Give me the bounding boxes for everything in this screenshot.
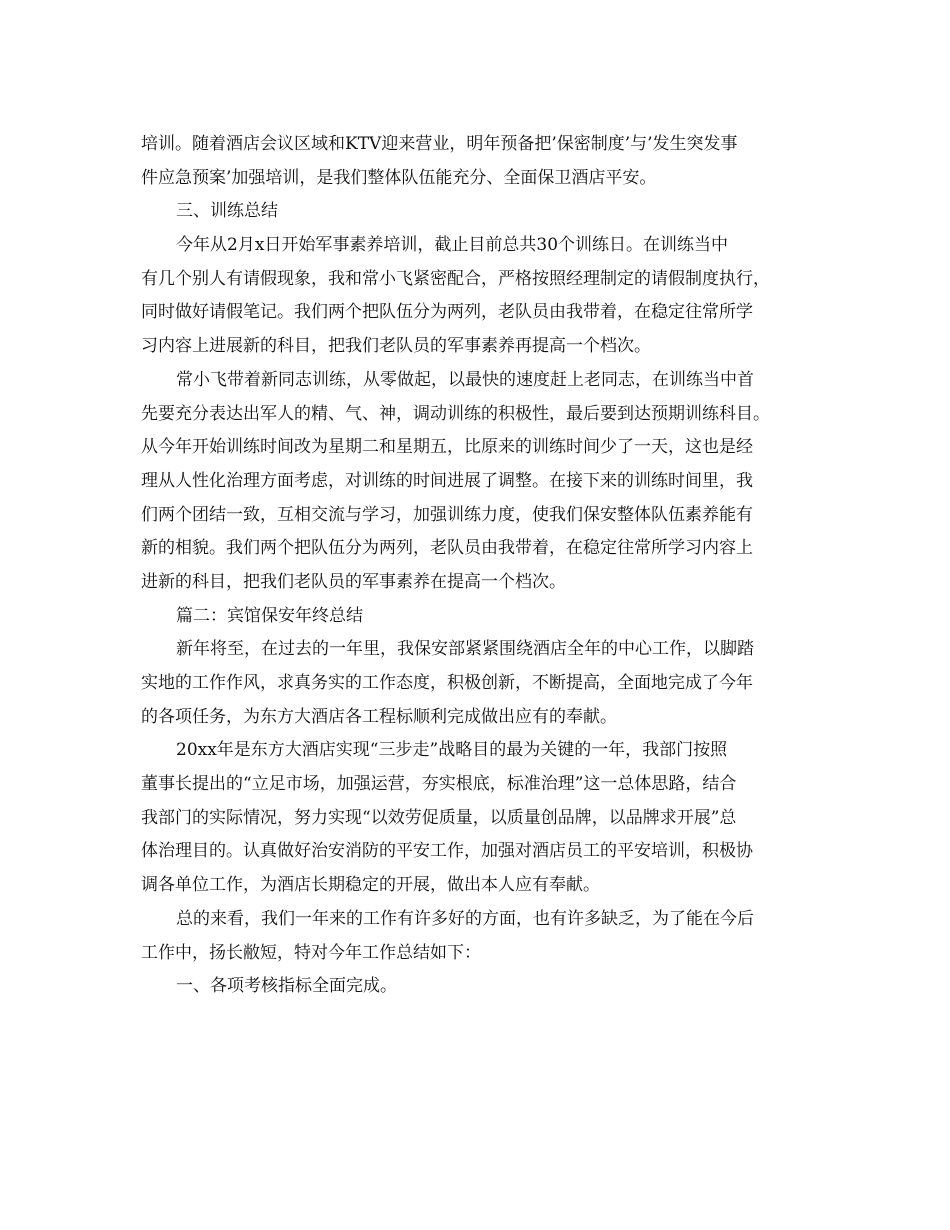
text-line: 实地的工作作风，求真务实的工作态度，积极创新，不断提高，全面地完成了今年 — [141, 673, 753, 693]
text-line: 20xx年是东方大酒店实现“三步走”战略目的最为关键的一年，我部门按照 — [176, 740, 728, 761]
text-line: 工作中，扬长敝短，特对今年工作总结如下： — [141, 942, 481, 963]
text-line: 调各单位工作，为酒店长期稳定的开展，做出本人应有奉献。 — [141, 875, 600, 896]
text-line: 一、各项考核指标全面完成。 — [176, 976, 397, 997]
text-line: 篇二：宾馆保安年终总结 — [176, 605, 363, 626]
document-body — [141, 128, 831, 1004]
text-line: 常小飞带着新同志训练，从零做起，以最快的速度赶上老同志，在训练当中首 — [176, 369, 754, 390]
text-line: 三、训练总结 — [176, 201, 278, 222]
text-line: 习内容上进展新的科目，把我们老队员的军事素养再提高一个档次。 — [141, 336, 651, 357]
text-line: 理从人性化治理方面考虑，对训练的时间进展了调整。在接下来的训练时间里，我 — [141, 470, 753, 491]
text-line: 今年从2月x日开始军事素养培训，截止目前总共30个训练日。在训练当中 — [176, 235, 729, 256]
text-line: 董事长提出的“立足市场，加强运营，夯实根底，标准治理”这一总体思路，结合 — [141, 774, 737, 795]
text-line: 总的来看，我们一年来的工作有许多好的方面，也有许多缺乏，为了能在今后 — [176, 908, 754, 929]
text-line: 培训。随着酒店会议区域和KTV迎来营业，明年预备把’保密制度’与’发生突发事 — [141, 134, 738, 154]
text-line: 们两个团结一致，互相交流与学习，加强训练力度，使我们保安整体队伍素养能有 — [141, 504, 753, 525]
text-line: 件应急预案’加强培训，是我们整体队伍能充分、全面保卫酒店平安。 — [141, 167, 657, 188]
text-line: 先要充分表达出军人的精、气、神，调动训练的积极性，最后要到达预期训练科目。 — [141, 403, 770, 424]
text-line: 有几个别人有请假现象，我和常小飞紧密配合，严格按照经理制定的请假制度执行， — [141, 268, 770, 289]
text-line: 的各项任务，为东方大酒店各工程标顺利完成做出应有的奉献。 — [141, 706, 617, 727]
text-line: 同时做好请假笔记。我们两个把队伍分为两列，老队员由我带着，在稳定往常所学 — [141, 302, 753, 323]
text-line: 新的相貌。我们两个把队伍分为两列，老队员由我带着，在稳定往常所学习内容上 — [141, 538, 753, 559]
text-line: 进新的科目，把我们老队员的军事素养在提高一个档次。 — [141, 571, 566, 592]
text-line: 体治理目的。认真做好治安消防的平安工作，加强对酒店员工的平安培训，积极协 — [141, 841, 753, 862]
text-line: 从今年开始训练时间改为星期二和星期五，比原来的训练时间少了一天，这也是经 — [141, 437, 753, 458]
text-line: 我部门的实际情况，努力实现“以效劳促质量，以质量创品牌，以品牌求开展”总 — [141, 807, 737, 828]
text-line: 新年将至，在过去的一年里，我保安部紧紧围绕酒店全年的中心工作，以脚踏 — [176, 639, 754, 660]
